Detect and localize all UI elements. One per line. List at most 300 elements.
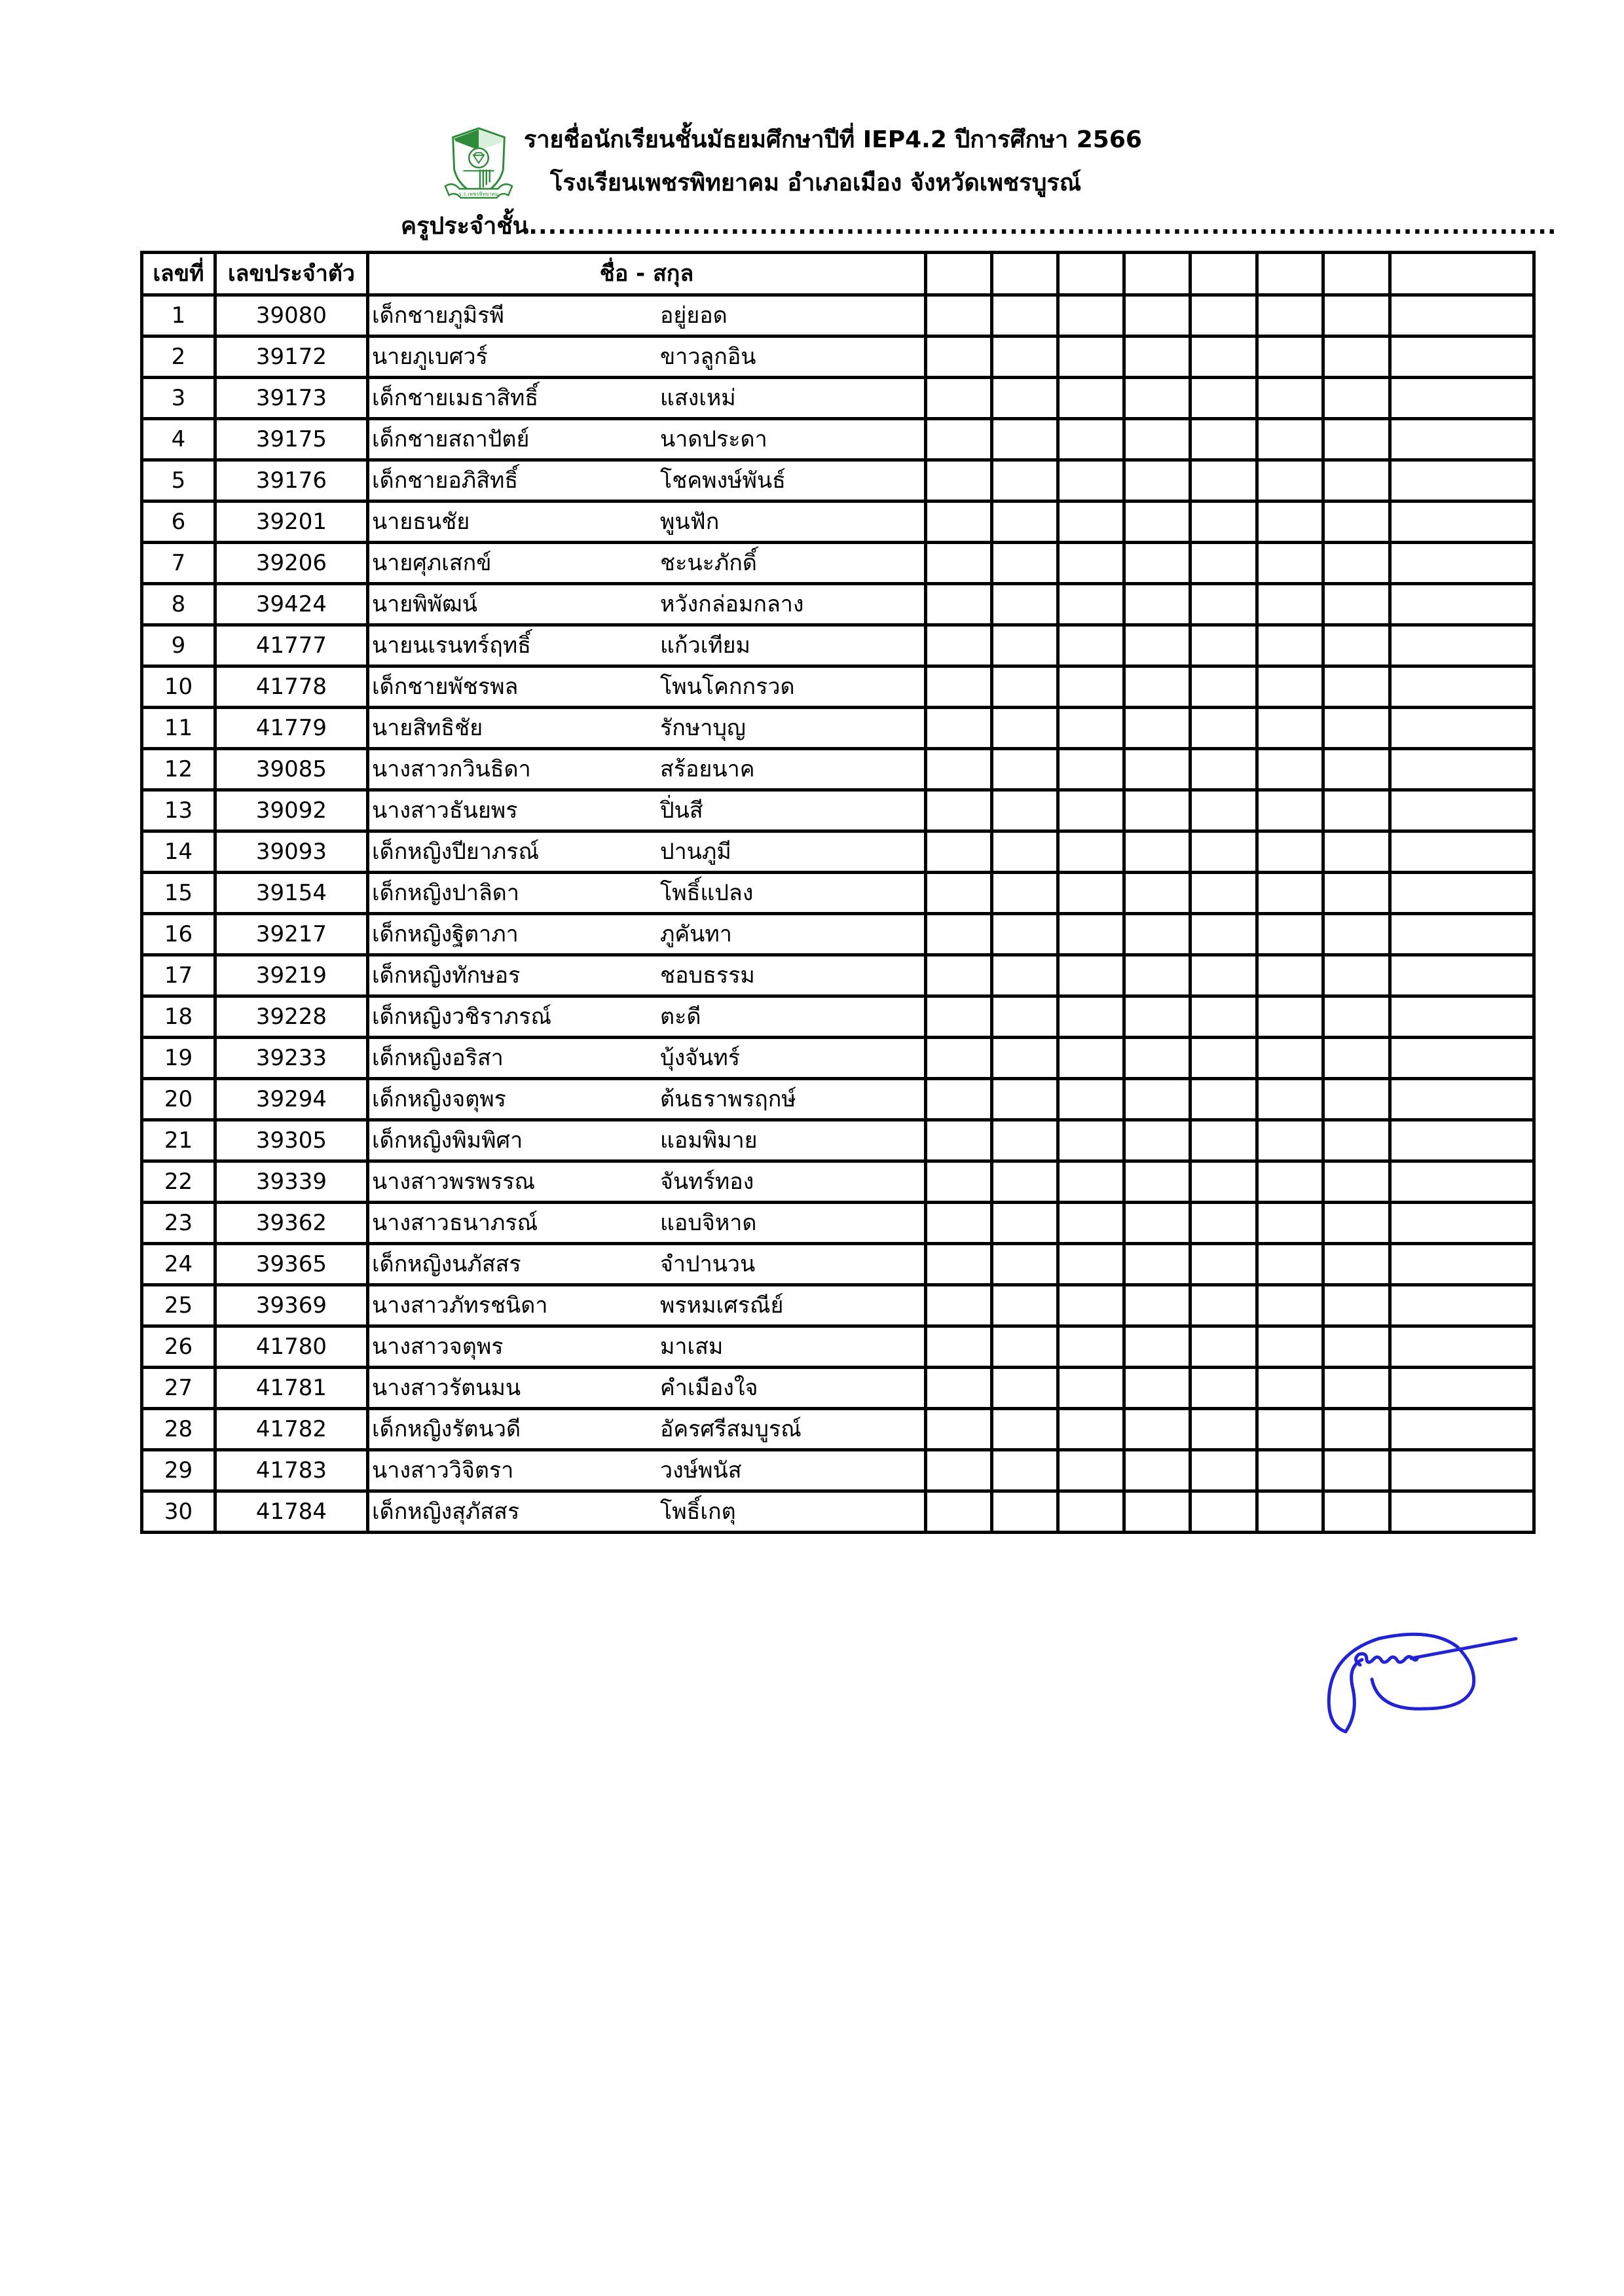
blank-check-cell[interactable] <box>1058 1120 1124 1161</box>
blank-check-cell[interactable] <box>992 584 1058 625</box>
blank-check-cell[interactable] <box>1124 873 1190 914</box>
blank-check-cell[interactable] <box>1390 1038 1534 1079</box>
student-name <box>368 584 926 625</box>
blank-check-cell[interactable] <box>1190 1120 1257 1161</box>
student-number: 30 <box>142 1491 215 1533</box>
blank-check-cell[interactable] <box>1323 295 1390 337</box>
blank-check-cell[interactable] <box>926 1203 992 1244</box>
blank-check-cell[interactable] <box>1390 1491 1534 1533</box>
blank-check-cell[interactable] <box>1390 914 1534 955</box>
student-name <box>368 1491 926 1533</box>
blank-check-cell[interactable] <box>1124 1120 1190 1161</box>
blank-check-cell[interactable] <box>1190 543 1257 584</box>
blank-check-cell[interactable] <box>1390 460 1534 501</box>
blank-check-cell[interactable] <box>1124 378 1190 419</box>
blank-check-cell[interactable] <box>992 790 1058 831</box>
blank-check-cell[interactable] <box>1058 1326 1124 1368</box>
homeroom-teacher-label: ครูประจำชั้น <box>401 213 529 240</box>
blank-check-cell[interactable] <box>1257 1368 1323 1409</box>
student-number: 13 <box>142 790 215 831</box>
blank-check-cell[interactable] <box>1390 1079 1534 1120</box>
blank-check-cell[interactable] <box>1390 1161 1534 1203</box>
student-id: 39339 <box>215 1161 368 1203</box>
blank-check-cell[interactable] <box>1390 1244 1534 1285</box>
blank-check-cell[interactable] <box>1058 378 1124 419</box>
student-id: 39085 <box>215 749 368 790</box>
blank-check-cell[interactable] <box>1190 1326 1257 1368</box>
blank-check-cell[interactable] <box>1390 790 1534 831</box>
blank-check-cell[interactable] <box>926 1285 992 1326</box>
student-first-name: นายภูเบศวร์ <box>372 344 488 370</box>
blank-check-cell[interactable] <box>1323 666 1390 708</box>
blank-check-cell[interactable] <box>1124 1285 1190 1326</box>
blank-check-cell[interactable] <box>1323 790 1390 831</box>
blank-check-cell[interactable] <box>1323 1079 1390 1120</box>
table-row <box>142 873 1534 914</box>
blank-check-cell[interactable] <box>1390 543 1534 584</box>
blank-check-cell[interactable] <box>1124 1161 1190 1203</box>
student-id: 41781 <box>215 1368 368 1409</box>
blank-check-cell[interactable] <box>1390 749 1534 790</box>
blank-check-cell[interactable] <box>926 1161 992 1203</box>
student-number: 7 <box>142 543 215 584</box>
student-first-name: เด็กหญิงรัตนวดี <box>372 1416 521 1442</box>
blank-check-cell[interactable] <box>1190 955 1257 996</box>
blank-check-cell[interactable] <box>926 584 992 625</box>
blank-check-cell[interactable] <box>1323 1409 1390 1450</box>
header-blank-column <box>1390 253 1534 295</box>
blank-check-cell[interactable] <box>1058 1491 1124 1533</box>
student-id: 39201 <box>215 501 368 543</box>
blank-check-cell[interactable] <box>992 543 1058 584</box>
blank-check-cell[interactable] <box>992 1326 1058 1368</box>
blank-check-cell[interactable] <box>992 1038 1058 1079</box>
student-id: 39080 <box>215 295 368 337</box>
blank-check-cell[interactable] <box>926 501 992 543</box>
blank-check-cell[interactable] <box>1323 378 1390 419</box>
blank-check-cell[interactable] <box>1323 749 1390 790</box>
blank-check-cell[interactable] <box>1257 708 1323 749</box>
blank-check-cell[interactable] <box>926 1368 992 1409</box>
blank-check-cell[interactable] <box>926 1244 992 1285</box>
student-number: 28 <box>142 1409 215 1450</box>
blank-check-cell[interactable] <box>1323 1450 1390 1491</box>
blank-check-cell[interactable] <box>1124 543 1190 584</box>
blank-check-cell[interactable] <box>1058 790 1124 831</box>
blank-check-cell[interactable] <box>992 873 1058 914</box>
blank-check-cell[interactable] <box>1058 996 1124 1038</box>
blank-check-cell[interactable] <box>1124 1038 1190 1079</box>
blank-check-cell[interactable] <box>1257 501 1323 543</box>
blank-check-cell[interactable] <box>1190 1244 1257 1285</box>
blank-check-cell[interactable] <box>1190 584 1257 625</box>
blank-check-cell[interactable] <box>1257 378 1323 419</box>
blank-check-cell[interactable] <box>1058 1079 1124 1120</box>
blank-check-cell[interactable] <box>1323 1244 1390 1285</box>
blank-check-cell[interactable] <box>1124 955 1190 996</box>
blank-check-cell[interactable] <box>1257 955 1323 996</box>
blank-check-cell[interactable] <box>992 378 1058 419</box>
blank-check-cell[interactable] <box>1323 873 1390 914</box>
blank-check-cell[interactable] <box>926 460 992 501</box>
blank-check-cell[interactable] <box>1124 295 1190 337</box>
blank-check-cell[interactable] <box>1257 1203 1323 1244</box>
header-blank-column <box>1058 253 1124 295</box>
blank-check-cell[interactable] <box>1190 708 1257 749</box>
blank-check-cell[interactable] <box>1390 666 1534 708</box>
blank-check-cell[interactable] <box>1124 419 1190 460</box>
blank-check-cell[interactable] <box>1190 1285 1257 1326</box>
blank-check-cell[interactable] <box>1190 873 1257 914</box>
blank-check-cell[interactable] <box>1124 501 1190 543</box>
blank-check-cell[interactable] <box>1190 1450 1257 1491</box>
blank-check-cell[interactable] <box>1390 1450 1534 1491</box>
blank-check-cell[interactable] <box>1323 419 1390 460</box>
blank-check-cell[interactable] <box>1323 460 1390 501</box>
blank-check-cell[interactable] <box>1390 584 1534 625</box>
blank-check-cell[interactable] <box>926 666 992 708</box>
table-row <box>142 1244 1534 1285</box>
blank-check-cell[interactable] <box>1058 873 1124 914</box>
blank-check-cell[interactable] <box>1058 625 1124 666</box>
blank-check-cell[interactable] <box>992 749 1058 790</box>
blank-check-cell[interactable] <box>992 295 1058 337</box>
blank-check-cell[interactable] <box>1058 543 1124 584</box>
student-name <box>368 666 926 708</box>
table-row <box>142 584 1534 625</box>
blank-check-cell[interactable] <box>1058 831 1124 873</box>
blank-check-cell[interactable] <box>1058 1450 1124 1491</box>
student-first-name: นางสาววิจิตรา <box>372 1457 514 1484</box>
blank-check-cell[interactable] <box>992 1079 1058 1120</box>
blank-check-cell[interactable] <box>1190 1038 1257 1079</box>
blank-check-cell[interactable] <box>1257 1409 1323 1450</box>
blank-check-cell[interactable] <box>1190 1409 1257 1450</box>
blank-check-cell[interactable] <box>1323 1491 1390 1533</box>
blank-check-cell[interactable] <box>926 790 992 831</box>
blank-check-cell[interactable] <box>1257 790 1323 831</box>
table-row <box>142 1368 1534 1409</box>
blank-check-cell[interactable] <box>1124 914 1190 955</box>
blank-check-cell[interactable] <box>1124 831 1190 873</box>
blank-check-cell[interactable] <box>1390 625 1534 666</box>
blank-check-cell[interactable] <box>1190 419 1257 460</box>
blank-check-cell[interactable] <box>1257 625 1323 666</box>
blank-check-cell[interactable] <box>1390 295 1534 337</box>
table-row <box>142 460 1534 501</box>
blank-check-cell[interactable] <box>992 914 1058 955</box>
blank-check-cell[interactable] <box>1124 1203 1190 1244</box>
blank-check-cell[interactable] <box>1190 666 1257 708</box>
blank-check-cell[interactable] <box>1190 1161 1257 1203</box>
blank-check-cell[interactable] <box>992 337 1058 378</box>
blank-check-cell[interactable] <box>1390 708 1534 749</box>
blank-check-cell[interactable] <box>1323 543 1390 584</box>
student-name <box>368 708 926 749</box>
student-first-name: เด็กชายอภิสิทธิ์ <box>372 467 519 494</box>
blank-check-cell[interactable] <box>1058 666 1124 708</box>
blank-check-cell[interactable] <box>992 1161 1058 1203</box>
blank-check-cell[interactable] <box>992 955 1058 996</box>
student-first-name: เด็กหญิงพิมพิศา <box>372 1127 523 1154</box>
blank-check-cell[interactable] <box>1190 749 1257 790</box>
blank-check-cell[interactable] <box>992 625 1058 666</box>
blank-check-cell[interactable] <box>926 996 992 1038</box>
blank-check-cell[interactable] <box>1124 790 1190 831</box>
blank-check-cell[interactable] <box>926 955 992 996</box>
table-row <box>142 1326 1534 1368</box>
blank-check-cell[interactable] <box>926 1038 992 1079</box>
blank-check-cell[interactable] <box>1257 914 1323 955</box>
student-first-name: นางสาวกวินธิดา <box>372 756 531 782</box>
blank-check-cell[interactable] <box>1058 1161 1124 1203</box>
blank-check-cell[interactable] <box>992 831 1058 873</box>
blank-check-cell[interactable] <box>992 1285 1058 1326</box>
blank-check-cell[interactable] <box>1323 914 1390 955</box>
blank-check-cell[interactable] <box>1124 1409 1190 1450</box>
student-number: 10 <box>142 666 215 708</box>
student-number: 8 <box>142 584 215 625</box>
blank-check-cell[interactable] <box>1124 584 1190 625</box>
student-number: 12 <box>142 749 215 790</box>
table-row <box>142 1038 1534 1079</box>
blank-check-cell[interactable] <box>1390 1326 1534 1368</box>
blank-check-cell[interactable] <box>1124 1079 1190 1120</box>
blank-check-cell[interactable] <box>1190 790 1257 831</box>
blank-check-cell[interactable] <box>926 914 992 955</box>
student-number: 18 <box>142 996 215 1038</box>
blank-check-cell[interactable] <box>1257 1120 1323 1161</box>
blank-check-cell[interactable] <box>1257 1326 1323 1368</box>
blank-check-cell[interactable] <box>992 1120 1058 1161</box>
blank-check-cell[interactable] <box>1190 501 1257 543</box>
blank-check-cell[interactable] <box>1190 337 1257 378</box>
blank-check-cell[interactable] <box>1058 749 1124 790</box>
blank-check-cell[interactable] <box>1390 337 1534 378</box>
blank-check-cell[interactable] <box>1390 419 1534 460</box>
blank-check-cell[interactable] <box>926 378 992 419</box>
blank-check-cell[interactable] <box>1257 873 1323 914</box>
student-id: 39093 <box>215 831 368 873</box>
blank-check-cell[interactable] <box>1058 1038 1124 1079</box>
blank-check-cell[interactable] <box>992 1491 1058 1533</box>
table-row <box>142 1491 1534 1533</box>
blank-check-cell[interactable] <box>1257 419 1323 460</box>
blank-check-cell[interactable] <box>1058 1368 1124 1409</box>
student-last-name: แสงเหม่ <box>660 385 736 411</box>
blank-check-cell[interactable] <box>1058 1409 1124 1450</box>
blank-check-cell[interactable] <box>1323 1038 1390 1079</box>
blank-check-cell[interactable] <box>1190 1491 1257 1533</box>
table-row <box>142 666 1534 708</box>
blank-check-cell[interactable] <box>1124 1326 1190 1368</box>
blank-check-cell[interactable] <box>1257 295 1323 337</box>
blank-check-cell[interactable] <box>926 1120 992 1161</box>
blank-check-cell[interactable] <box>1190 460 1257 501</box>
blank-check-cell[interactable] <box>1323 955 1390 996</box>
blank-check-cell[interactable] <box>926 831 992 873</box>
blank-check-cell[interactable] <box>1058 1203 1124 1244</box>
blank-check-cell[interactable] <box>1323 708 1390 749</box>
blank-check-cell[interactable] <box>1257 584 1323 625</box>
blank-check-cell[interactable] <box>1257 1079 1323 1120</box>
blank-check-cell[interactable] <box>1190 831 1257 873</box>
blank-check-cell[interactable] <box>1058 955 1124 996</box>
blank-check-cell[interactable] <box>1323 625 1390 666</box>
student-name <box>368 831 926 873</box>
blank-check-cell[interactable] <box>1257 460 1323 501</box>
blank-check-cell[interactable] <box>1257 543 1323 584</box>
blank-check-cell[interactable] <box>1323 1203 1390 1244</box>
blank-check-cell[interactable] <box>1323 1368 1390 1409</box>
student-last-name: รักษาบุญ <box>660 715 746 741</box>
blank-check-cell[interactable] <box>1390 1203 1534 1244</box>
student-first-name: เด็กชายพัชรพล <box>372 674 519 700</box>
student-number: 6 <box>142 501 215 543</box>
student-name <box>368 625 926 666</box>
blank-check-cell[interactable] <box>926 749 992 790</box>
blank-check-cell[interactable] <box>992 666 1058 708</box>
blank-check-cell[interactable] <box>1058 1244 1124 1285</box>
blank-check-cell[interactable] <box>1390 378 1534 419</box>
blank-check-cell[interactable] <box>1390 501 1534 543</box>
blank-check-cell[interactable] <box>1323 1326 1390 1368</box>
blank-check-cell[interactable] <box>1257 1244 1323 1285</box>
blank-check-cell[interactable] <box>1390 996 1534 1038</box>
blank-check-cell[interactable] <box>1257 1450 1323 1491</box>
blank-check-cell[interactable] <box>992 1368 1058 1409</box>
blank-check-cell[interactable] <box>1124 996 1190 1038</box>
blank-check-cell[interactable] <box>926 1491 992 1533</box>
blank-check-cell[interactable] <box>1323 831 1390 873</box>
blank-check-cell[interactable] <box>1323 337 1390 378</box>
blank-check-cell[interactable] <box>1390 1285 1534 1326</box>
blank-check-cell[interactable] <box>1190 1368 1257 1409</box>
blank-check-cell[interactable] <box>1058 295 1124 337</box>
blank-check-cell[interactable] <box>926 625 992 666</box>
blank-check-cell[interactable] <box>1390 1409 1534 1450</box>
blank-check-cell[interactable] <box>926 1450 992 1491</box>
blank-check-cell[interactable] <box>1390 831 1534 873</box>
blank-check-cell[interactable] <box>1124 1368 1190 1409</box>
blank-check-cell[interactable] <box>992 1244 1058 1285</box>
blank-check-cell[interactable] <box>1323 1285 1390 1326</box>
homeroom-teacher-line <box>401 215 1557 238</box>
blank-check-cell[interactable] <box>1190 914 1257 955</box>
blank-check-cell[interactable] <box>1190 625 1257 666</box>
student-name <box>368 460 926 501</box>
blank-check-cell[interactable] <box>926 543 992 584</box>
student-last-name: แอบจิหาด <box>660 1210 757 1236</box>
blank-check-cell[interactable] <box>1257 831 1323 873</box>
blank-check-cell[interactable] <box>1323 501 1390 543</box>
student-last-name: คำเมืองใจ <box>660 1375 758 1401</box>
blank-check-cell[interactable] <box>1257 1038 1323 1079</box>
blank-check-cell[interactable] <box>1257 337 1323 378</box>
blank-check-cell[interactable] <box>1257 666 1323 708</box>
blank-check-cell[interactable] <box>992 460 1058 501</box>
blank-check-cell[interactable] <box>1058 501 1124 543</box>
blank-check-cell[interactable] <box>1323 1161 1390 1203</box>
student-number: 27 <box>142 1368 215 1409</box>
blank-check-cell[interactable] <box>1124 1450 1190 1491</box>
student-name <box>368 1326 926 1368</box>
blank-check-cell[interactable] <box>1124 749 1190 790</box>
student-id: 39228 <box>215 996 368 1038</box>
blank-check-cell[interactable] <box>926 708 992 749</box>
blank-check-cell[interactable] <box>1190 295 1257 337</box>
blank-check-cell[interactable] <box>1124 666 1190 708</box>
blank-check-cell[interactable] <box>1190 996 1257 1038</box>
student-first-name: นายศุภเสกข์ <box>372 550 492 576</box>
blank-check-cell[interactable] <box>1257 1285 1323 1326</box>
blank-check-cell[interactable] <box>1390 955 1534 996</box>
student-number: 15 <box>142 873 215 914</box>
blank-check-cell[interactable] <box>992 419 1058 460</box>
blank-check-cell[interactable] <box>1390 1368 1534 1409</box>
table-row <box>142 749 1534 790</box>
student-number: 17 <box>142 955 215 996</box>
blank-check-cell[interactable] <box>1058 708 1124 749</box>
student-first-name: เด็กหญิงอริสา <box>372 1045 504 1071</box>
blank-check-cell[interactable] <box>1058 1285 1124 1326</box>
student-first-name: เด็กชายสถาปัตย์ <box>372 426 530 452</box>
blank-check-cell[interactable] <box>992 1450 1058 1491</box>
blank-check-cell[interactable] <box>926 1079 992 1120</box>
blank-check-cell[interactable] <box>1190 1203 1257 1244</box>
blank-check-cell[interactable] <box>992 708 1058 749</box>
blank-check-cell[interactable] <box>926 1409 992 1450</box>
blank-check-cell[interactable] <box>1190 378 1257 419</box>
blank-check-cell[interactable] <box>1390 873 1534 914</box>
header-name: ชื่อ - สกุล <box>368 253 926 295</box>
blank-check-cell[interactable] <box>992 501 1058 543</box>
blank-check-cell[interactable] <box>1323 996 1390 1038</box>
blank-check-cell[interactable] <box>1124 460 1190 501</box>
blank-check-cell[interactable] <box>1058 914 1124 955</box>
blank-check-cell[interactable] <box>1257 996 1323 1038</box>
blank-check-cell[interactable] <box>1124 625 1190 666</box>
blank-check-cell[interactable] <box>1124 1244 1190 1285</box>
blank-check-cell[interactable] <box>1124 1491 1190 1533</box>
blank-check-cell[interactable] <box>926 295 992 337</box>
blank-check-cell[interactable] <box>1323 584 1390 625</box>
blank-check-cell[interactable] <box>1124 708 1190 749</box>
student-first-name: เด็กหญิงปาลิดา <box>372 880 519 906</box>
blank-check-cell[interactable] <box>992 996 1058 1038</box>
blank-check-cell[interactable] <box>1390 1120 1534 1161</box>
blank-check-cell[interactable] <box>1058 460 1124 501</box>
blank-check-cell[interactable] <box>926 1326 992 1368</box>
blank-check-cell[interactable] <box>992 1203 1058 1244</box>
blank-check-cell[interactable] <box>1257 1491 1323 1533</box>
blank-check-cell[interactable] <box>926 337 992 378</box>
blank-check-cell[interactable] <box>926 873 992 914</box>
student-first-name: นายธนชัย <box>372 509 470 535</box>
blank-check-cell[interactable] <box>1257 1161 1323 1203</box>
blank-check-cell[interactable] <box>1190 1079 1257 1120</box>
blank-check-cell[interactable] <box>1058 584 1124 625</box>
blank-check-cell[interactable] <box>1058 337 1124 378</box>
blank-check-cell[interactable] <box>1058 419 1124 460</box>
blank-check-cell[interactable] <box>1323 1120 1390 1161</box>
blank-check-cell[interactable] <box>1257 749 1323 790</box>
blank-check-cell[interactable] <box>992 1409 1058 1450</box>
homeroom-teacher-blank[interactable]: ........................................................................................................... <box>528 213 1557 240</box>
blank-check-cell[interactable] <box>1124 337 1190 378</box>
student-first-name: นางสาวภัทรชนิดา <box>372 1292 548 1319</box>
blank-check-cell[interactable] <box>926 419 992 460</box>
